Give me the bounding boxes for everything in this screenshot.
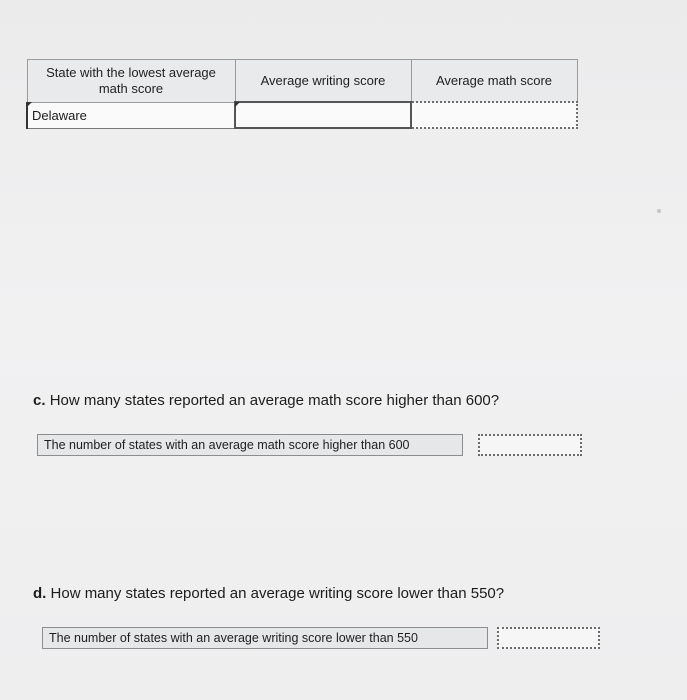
state-cell: Delaware [27,102,235,128]
answer-label-d: The number of states with an average writing score lower than 550 [42,627,488,649]
writing-score-cell[interactable] [235,102,411,128]
answer-row-c [37,434,582,456]
score-table [26,59,578,129]
answer-row-d [42,627,600,649]
answer-label-c: The number of states with an average math score higher than 600 [37,434,463,456]
math-score-input[interactable] [412,103,576,127]
question-d-letter: d. [33,585,47,602]
question-d-text: How many states reported an average writing score lower than 550? [50,585,505,602]
header-lowest-math-state: State with the lowest average math score [27,60,235,103]
table-header-row [27,60,577,103]
answer-input-d[interactable] [499,629,598,647]
question-c-letter: c. [33,392,46,409]
question-c-text: How many states reported an average math score higher than 600? [49,392,500,409]
math-score-cell[interactable] [411,102,577,128]
question-d [33,585,504,602]
answer-field-c[interactable] [478,434,582,456]
writing-score-input[interactable] [236,103,410,127]
answer-field-d[interactable] [497,627,600,649]
answer-input-c[interactable] [480,436,580,454]
header-avg-math: Average math score [411,60,577,103]
dust-mark [657,209,661,213]
header-avg-writing: Average writing score [235,60,411,103]
question-c [33,392,499,409]
table-row [27,102,577,128]
